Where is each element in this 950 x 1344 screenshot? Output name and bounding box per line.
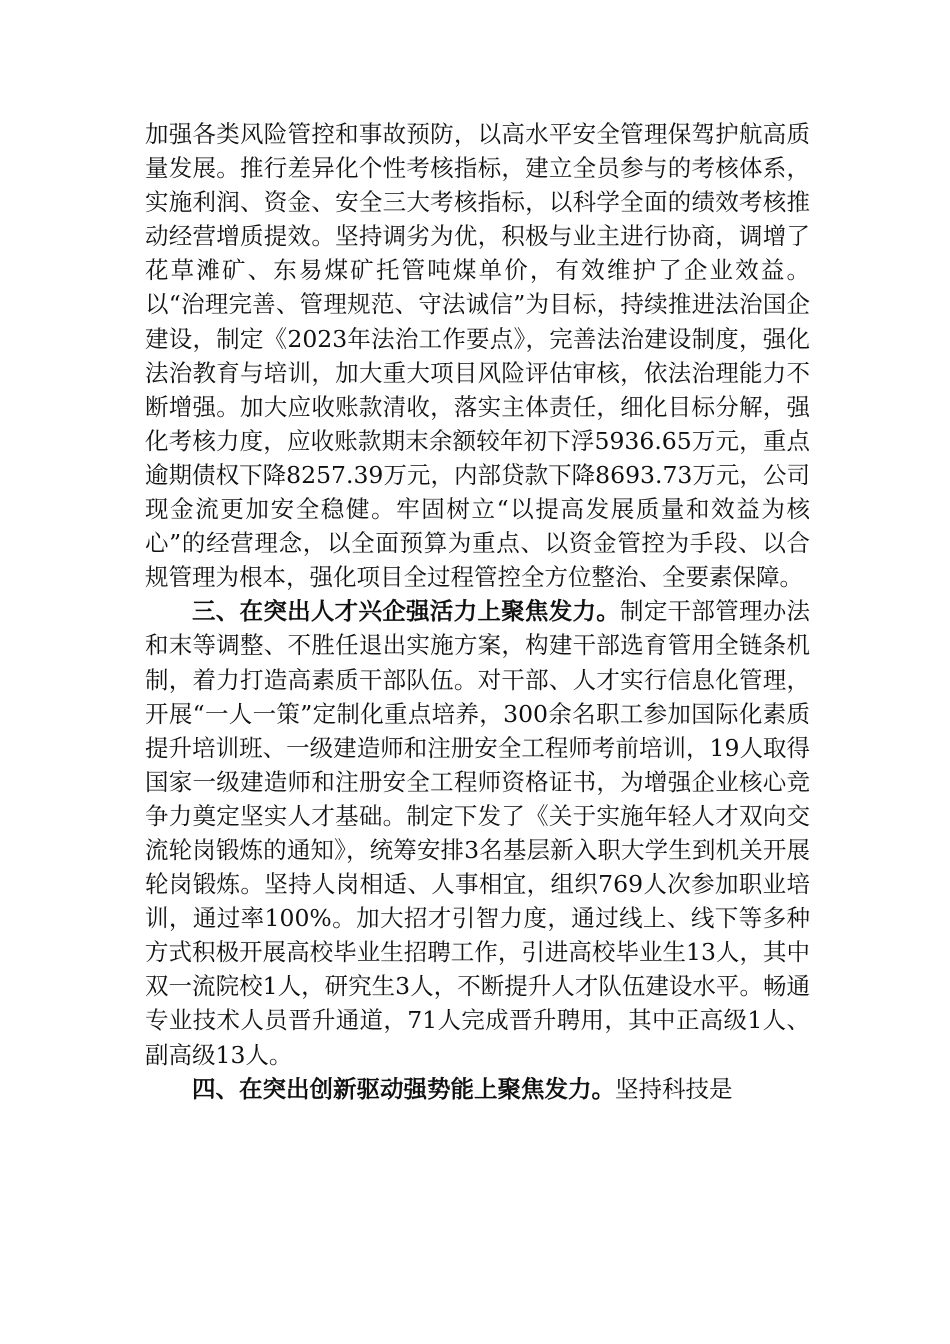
paragraph-risk-management (145, 117, 810, 594)
paragraph-innovation (145, 1072, 810, 1106)
section-heading-talent: 三、在突出人才兴企强活力上聚焦发力。 (192, 597, 621, 626)
document-page (145, 117, 810, 1106)
paragraph-body: 加强各类风险管控和事故预防，以高水平安全管理保驾护航高质量发展。推行差异化个性考核指标，建立全员参与的考核体系，实施利润、资金、安全三大考核指标，以科学全面的绩效考核推动经营增质提效。坚持调劣为优，积极与业主进行协商，调增了花草滩矿、东易煤矿托管吨煤单价，有效维护了企业效益。以“治理完善、管理规范、守法诚信”为目标，持续推进法治国企建设，制定《2023年法治工作要点》，完善法治建设制度，强化法治教育与培训，加大重大项目风险评估审核，依法治理能力不断增强。加大应收账款清收，落实主体责任，细化目标分解，强化考核力度，应收账款期末余额较年初下浮5936.65万元，重点逾期债权下降8257.39万元，内部贷款下降8693.73万元，公司现金流更加安全稳健。牢固树立“以提高发展质量和效益为核心”的经营理念，以全面预算为重点、以资金管控为手段、以合规管理为根本，强化项目全过程管控全方位整治、全要素保障。 (145, 120, 810, 592)
section-heading-innovation: 四、在突出创新驱动强势能上聚焦发力。 (192, 1074, 615, 1103)
paragraph-body: 制定干部管理办法和末等调整、不胜任退出实施方案，构建干部选育管用全链条机制，着力打造高素质干部队伍。对干部、人才实行信息化管理，开展“一人一策”定制化重点培养，300余名职工参加国际化素质提升培训班、一级建造师和注册安全工程师考前培训，19人取得国家一级建造师和注册安全工程师资格证书，为增强企业核心竞争力奠定坚实人才基础。制定下发了《关于实施年轻人才双向交流轮岗锻炼的通知》，统筹安排3名基层新入职大学生到机关开展轮岗锻炼。坚持人岗相适、人事相宜，组织769人次参加职业培训，通过率100%。加大招才引智力度，通过线上、线下等多种方式积极开展高校毕业生招聘工作，引进高校毕业生13人，其中双一流院校1人，研究生3人，不断提升人才队伍建设水平。畅通专业技术人员晋升通道，71人完成晋升聘用，其中正高级1人、副高级13人。 (145, 597, 811, 1069)
paragraph-body: 坚持科技是 (615, 1074, 733, 1103)
paragraph-talent (145, 594, 810, 1071)
